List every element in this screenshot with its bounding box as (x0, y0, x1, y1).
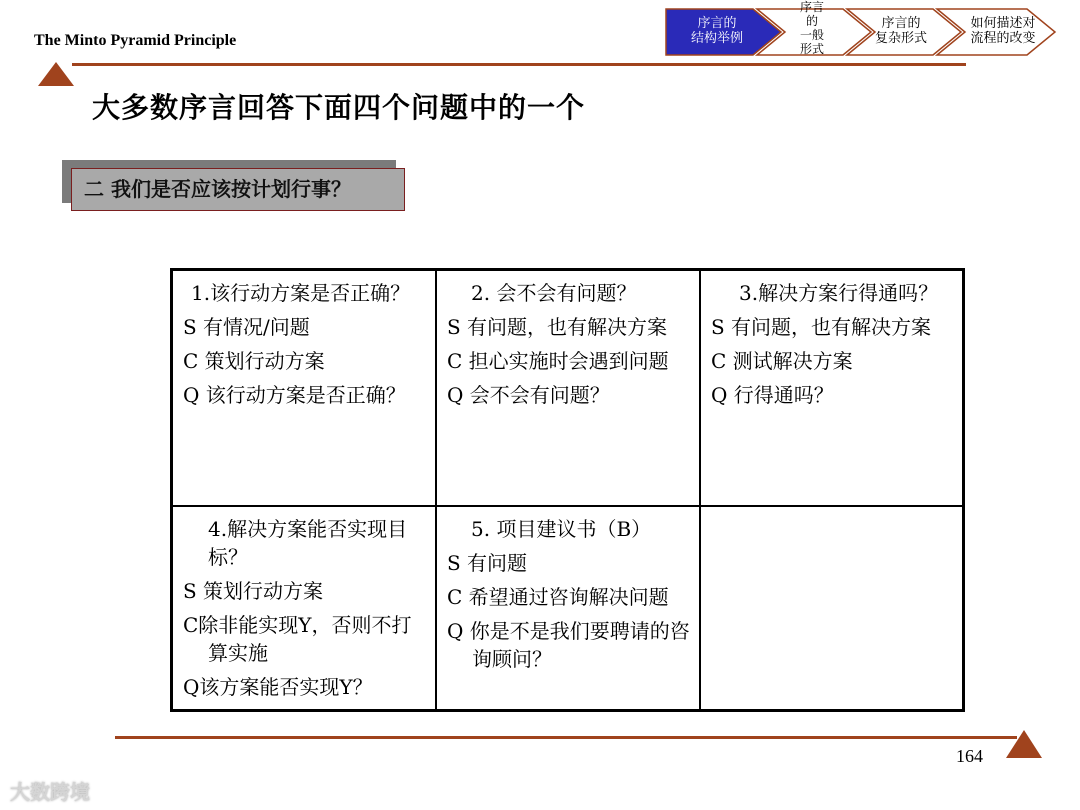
footer-rule (115, 736, 1017, 739)
cell-line: S 有问题，也有解决方案 (711, 315, 932, 339)
cell-line: S 策划行动方案 (183, 579, 324, 603)
slide-title: 大多数序言回答下面四个问题中的一个 (92, 91, 586, 124)
nav-item-general-form[interactable]: 序言 的 一般 形式 (799, 0, 824, 56)
cell-heading: 3.解决方案行得通吗？ (739, 281, 939, 305)
cell-heading: 5. 项目建议书（B） (471, 517, 652, 541)
cell-heading: 4.解决方案能否实现目标？ (208, 517, 408, 569)
page-number: 164 (956, 746, 983, 766)
cell-line: Q 你是不是我们要聘请的咨询顾问？ (447, 619, 690, 671)
cell-line: Q 会不会有问题？ (447, 383, 610, 407)
cell-line: S 有问题，也有解决方案 (447, 315, 668, 339)
header-rule (72, 63, 966, 66)
grid-cell-2 (437, 271, 701, 507)
cell-line: Q 行得通吗？ (711, 383, 834, 407)
cell-line: C 担心实施时会遇到问题 (447, 349, 669, 373)
grid-cell-5 (437, 507, 701, 709)
cell-line: Q 该行动方案是否正确？ (183, 383, 406, 407)
brand-title: The Minto Pyramid Principle (34, 32, 237, 49)
grid-cell-empty (701, 507, 962, 709)
section-nav (665, 0, 1057, 56)
nav-item-describe-process-change[interactable]: 如何描述对 流程的改变 (970, 16, 1036, 46)
cell-line: Q该方案能否实现Y？ (183, 675, 373, 699)
nav-item-structure-example[interactable]: 序言的 结构举例 (690, 16, 743, 46)
cell-line: C 策划行动方案 (183, 349, 325, 373)
cell-heading: 2. 会不会有问题？ (471, 281, 637, 305)
cell-line: C 测试解决方案 (711, 349, 853, 373)
question-grid (170, 268, 965, 712)
cell-line: S 有问题 (447, 551, 528, 575)
triangle-marker-icon (1006, 730, 1042, 758)
question-label: 二 我们是否应该按计划行事？ (71, 168, 405, 211)
cell-line: C 希望通过咨询解决问题 (447, 585, 669, 609)
grid-cell-1 (173, 271, 437, 507)
cell-line: C除非能实现Y，否则不打算实施 (183, 613, 412, 665)
grid-cell-3 (701, 271, 962, 507)
triangle-marker-icon (38, 62, 74, 86)
grid-cell-4 (173, 507, 437, 709)
cell-heading: 1.该行动方案是否正确？ (191, 281, 411, 305)
watermark: 大数跨境 (10, 780, 90, 804)
nav-item-complex-form[interactable]: 序言的 复杂形式 (874, 16, 927, 46)
cell-line: S 有情况/问题 (183, 315, 310, 339)
